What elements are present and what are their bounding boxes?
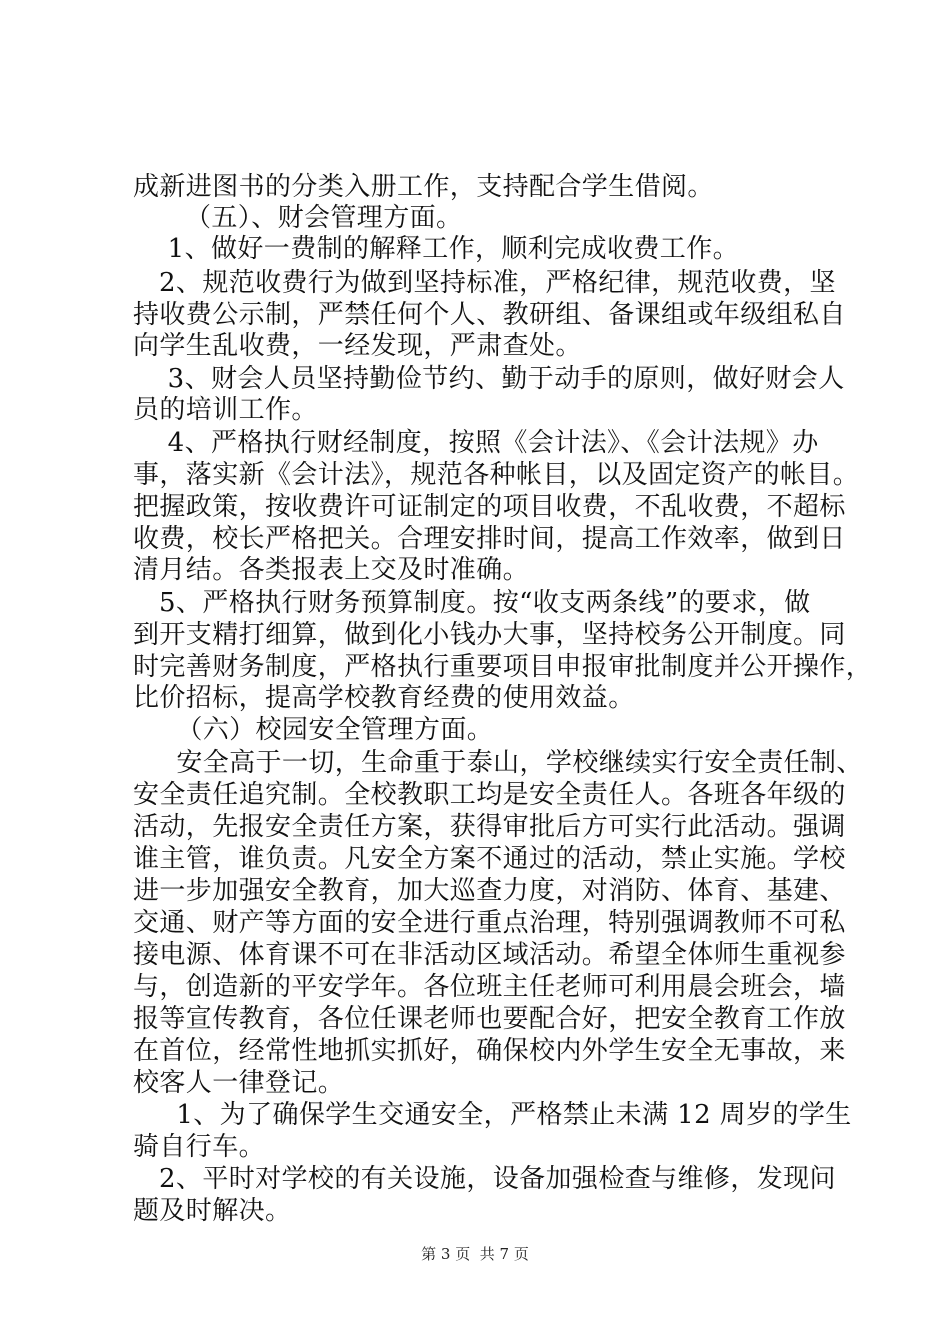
text-line: 安全责任追究制。全校教职工均是安全责任人。各班各年级的 <box>133 780 846 810</box>
text-line: 校客人一律登记。 <box>133 1068 345 1098</box>
text-line: 事，落实新《会计法》，规范各种帐目，以及固定资产的帐目。 <box>133 460 860 490</box>
text-line: 题及时解决。 <box>133 1196 292 1226</box>
text-line: 持收费公示制，严禁任何个人、教研组、备课组或年级组私自 <box>133 300 846 330</box>
text-line: 2、规范收费行为做到坚持标准，严格纪律，规范收费，坚 <box>133 268 836 298</box>
text-line: 交通、财产等方面的安全进行重点治理，特别强调教师不可私 <box>133 908 846 938</box>
text-line: 向学生乱收费，一经发现，严肃查处。 <box>133 331 582 361</box>
text-line: 2、平时对学校的有关设施，设备加强检查与维修，发现问 <box>133 1164 836 1194</box>
text-line: 1、做好一费制的解释工作，顺利完成收费工作。 <box>133 234 740 264</box>
text-line: 报等宣传教育，各位任课老师也要配合好，把安全教育工作放 <box>133 1004 846 1034</box>
text-line: 收费，校长严格把关。合理安排时间，提高工作效率，做到日 <box>133 524 846 554</box>
text-line: 成新进图书的分类入册工作，支持配合学生借阅。 <box>133 172 714 202</box>
text-line: 把握政策，按收费许可证制定的项目收费，不乱收费，不超标 <box>133 492 846 522</box>
text-line: 谁主管，谁负责。凡安全方案不通过的活动，禁止实施。学校 <box>133 844 846 874</box>
section-heading: （五）、财会管理方面。 <box>133 203 463 233</box>
text-line: 接电源、体育课不可在非活动区域活动。希望全体师生重视参 <box>133 940 846 970</box>
section-heading: （六）校园安全管理方面。 <box>133 715 494 745</box>
text-line: 骑自行车。 <box>133 1132 266 1162</box>
text-line: 3、财会人员坚持勤俭节约、勤于动手的原则，做好财会人 <box>133 364 845 394</box>
text-line: 到开支精打细算，做到化小钱办大事，坚持校务公开制度。同 <box>133 620 846 650</box>
text-line: 员的培训工作。 <box>133 395 318 425</box>
text-line: 安全高于一切，生命重于泰山，学校继续实行安全责任制、 <box>133 748 863 778</box>
text-line: 比价招标，提高学校教育经费的使用效益。 <box>133 683 635 713</box>
page-number-footer: 第 3 页 共 7 页 <box>421 1245 529 1263</box>
text-line: 时完善财务制度，严格执行重要项目申报审批制度并公开操作， <box>133 652 873 682</box>
text-line: 进一步加强安全教育，加大巡查力度，对消防、体育、基建、 <box>133 876 846 906</box>
text-line: 5、严格执行财务预算制度。按“收支两条线”的要求，做 <box>133 588 811 618</box>
text-line: 1、为了确保学生交通安全，严格禁止未满 12 周岁的学生 <box>133 1100 852 1130</box>
text-line: 活动，先报安全责任方案，获得审批后方可实行此活动。强调 <box>133 812 846 842</box>
text-line: 清月结。各类报表上交及时准确。 <box>133 555 530 585</box>
text-line: 与，创造新的平安学年。各位班主任老师可利用晨会班会，墙 <box>133 972 846 1002</box>
text-line: 4、严格执行财经制度，按照《会计法》、《会计法规》办 <box>133 428 819 458</box>
text-line: 在首位，经常性地抓实抓好，确保校内外学生安全无事故，来 <box>133 1036 846 1066</box>
